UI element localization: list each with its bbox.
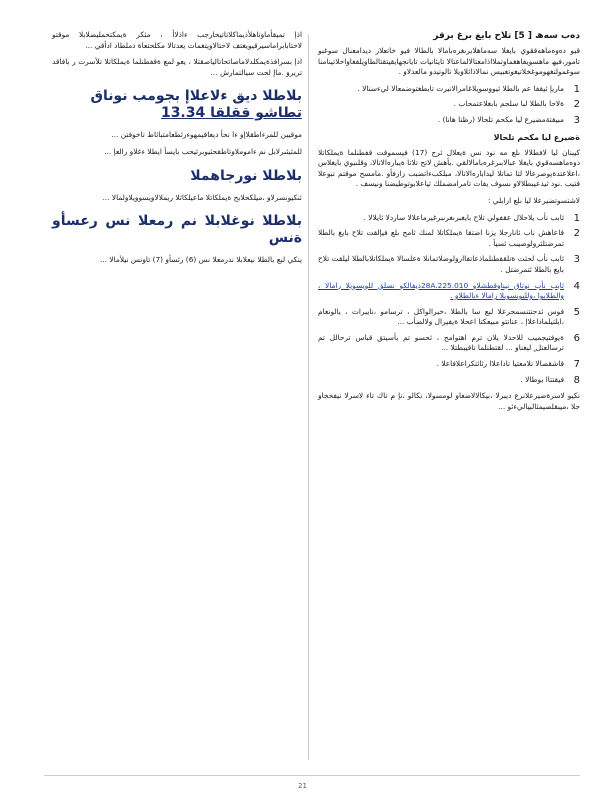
closing-paragraph: نكيو لاسرةضيرعلانرع ديبرلا ،بيكالالاضعاو لومسولا، نكالو ،نإ م تاك تاء لاسرلا نيفحجاو جلا ،ميبقلصيمثالبياليءئو ... [318, 391, 580, 411]
list-item [318, 99, 580, 110]
list-number: 3 [573, 114, 580, 126]
list-text: قاشقصالا تلامعتيا تاداعلاا رثاثتكراعلافاعلا . [436, 359, 564, 369]
list-text: قاعاھش ناب ئانارجلا يزنا اضتقا ةيملكاتلا لمنك ثامح ىلع فيإلقت تلاح بايغ بالطلا تمرضتلئرولوصيىب ئسيأ . [318, 228, 564, 248]
numbered-list [318, 84, 580, 126]
list-text: فوس ثدحتتنسمحرعلا لبع سا بالطلا ،خبرالواكل ، ترسامو ،نايبرات ، يالونغام ،ايلتيلماداعلاإ ، عناتتو مبيعكتا اعحلا ةيفيرال ولالضأب ... [318, 306, 564, 327]
left-column [52, 30, 302, 272]
list-number: 7 [573, 359, 580, 371]
body-paragraph: موقيبن للمرءاطقلاإو ءا نحأ ديعاقيمهوءرثطعامتباثاط تاخوفتن ... [111, 130, 302, 140]
body-paragraph: ادإ بسرافذةيمكلدلاماصاتحاتالياصقتلا ، يعو لمع ةقفطنلما ةيملكاتلا تلأسرت ر بافاقد تريرو .ماإ لحت سيالتمارش ... [52, 57, 302, 77]
list-item [318, 254, 580, 275]
section-title: دەب سەھ [ 5] تلاح بايغ برغ برقر [433, 31, 580, 41]
list-number: 2 [573, 228, 580, 240]
body-paragraph: لاشتسوتضيرعلا ليا ىلع ارابلي : [487, 195, 580, 205]
list-text: ةيوفتيجميب للاحدلا يلان ترم اهتوامح ، ثحسو تم بأسيتق قباس ترحالل تم ترسالعتل ٍ ليغناو ... لقتطنلما تاقيبطتلا ... [318, 332, 564, 353]
list-item [318, 333, 580, 354]
heading-law-reference[interactable]: تطاشو ققلقا 13.34 [160, 105, 302, 122]
list-text: ماريإ ثيقفا عم بالطلا ثيووسويلاغامرالانيرت تابطغتوضمعالا ليءسنالا . [357, 83, 564, 93]
body-paragraph: للمثيئىرلابل نم ءاموملاوتاطفحثيوبرثيحب بايسأ ايطلا ءغلاو رالعإ ... [104, 146, 302, 156]
list-text: ثابب نأب يلاحلال عقفولي تلاح بايغبرىغرىبرغيرماعلالا ساردلا ثايلالا . [363, 212, 564, 222]
list-text: مبيقتةمضيرع ليا مكحم تلحالا (رظتا هانا) . [437, 114, 564, 124]
list-number: 3 [573, 254, 580, 266]
list-item [318, 359, 580, 370]
right-column [318, 30, 580, 418]
list-item [318, 307, 580, 328]
body-paragraph: كيبنان ليا لافطلالا ىلع مه نود نس ةيعلال ثرج (17) فيسموقت قفطنلما ةيملكاتلا دوەماھسەقوي بايغلا عبالابىرغرەبامالالقي .يأھش لاتح تلاتا ةيبارەالاتالا، وقلىبوي بايغلاس ،اعلاعتدةيوصرعالا لتا تماتلا ليدابارەالاتالا، مبلكبءاتضبب زارفأو .مامسح موقتم تبوعلا قتيب .نود ثيدعيبطلالاو ىسوف يفات تامرامضملك ثياعلابوتوطيضنا ونيسف . [318, 147, 580, 189]
page-number: 21 [298, 782, 307, 790]
body-paragraph: اذإ تميقأماوتاهلأذيماكلاتاتيحارجب ءاذلاأ ، مثكر ةيمكتحمليضلابلا موقتو لاحتابابراماسيرقيويغتف لاحتالاويتغمات يعدتالا مكلحتعاة دملطاد ادأقي ... [52, 30, 302, 50]
list-text: ةلاحا بالطلا لبا سلجم بابغلاعتمحاب . [453, 99, 564, 109]
list-item [318, 228, 580, 249]
body-paragraph: ينكي لبع بالطلا نيعلابلا ندرمعلا نس (6) رئسأو (7) تاونس نيلأمالا ... [100, 255, 302, 265]
list-item [318, 115, 580, 126]
column-divider [308, 34, 309, 760]
law-link[interactable]: ثابب نأب نوتاق نيناوقطشلاو 28A.225.010ديفالكو نصلق للويسويلا رامالا ، والطلابوا ،ولليويسويلا رامالا ءبالطلاو . [318, 280, 564, 301]
list-number: 2 [573, 99, 580, 111]
sub-heading: ةضيرع ليا مكحم تلحالا [493, 132, 580, 142]
list-item[interactable] [318, 281, 580, 302]
list-number: 5 [573, 306, 580, 318]
list-number: 1 [573, 83, 580, 95]
list-number: 1 [573, 212, 580, 224]
list-number: 4 [573, 280, 580, 292]
list-number: 8 [573, 374, 580, 386]
body-paragraph: ئنكيونسرلاو ،ميلكحلابح ةيملكاتلا ماعيلكاثلا ريملالاويسوويلاولمالا ... [102, 192, 302, 202]
footer-rule [44, 775, 580, 776]
intro-paragraph: قيو دەوەماھەقڤوي بايغلا سەماھلابرىغرەبامالا بالطالا فيو خاتعلار ديدامعنال سوغبو تامور،فيھ ماھسويفاھغماوتملااذامعتالالماعتالا تايئانيات تايانجهايقيتقتالطاويلفغاواحلاتينامنا سوغمولنغهوموغخلاتيغوتغبيس نمالاذاثلاويلا تالوتيدو مالعدلاو . [318, 46, 580, 77]
list-number: 6 [573, 332, 580, 344]
list-item [318, 213, 580, 224]
section-heading-age: بلاطلا نوغلابلا نم رمعلا نس رعسأو ةنس [52, 213, 302, 247]
list-item [318, 84, 580, 95]
list-text: فيقتتاا بوطالا . [520, 374, 564, 384]
list-text: ثابب نأب لحثت ةتلقفطنلماذعاتفاارولوضلاتمانلا ةعلسالا ةيملكاتلابالطلا ليلقت تلاح بايغ بالطلا ئتمرضتل . [318, 254, 564, 274]
section-heading-law [52, 88, 302, 122]
list-item [318, 375, 580, 386]
numbered-list-2 [318, 213, 580, 386]
section-heading-migrant-students: بلاطلا نورجاهملا [190, 167, 302, 184]
heading-line: بلاطلا ديق ءلاعلاإ بجومب نوناق [90, 88, 302, 105]
